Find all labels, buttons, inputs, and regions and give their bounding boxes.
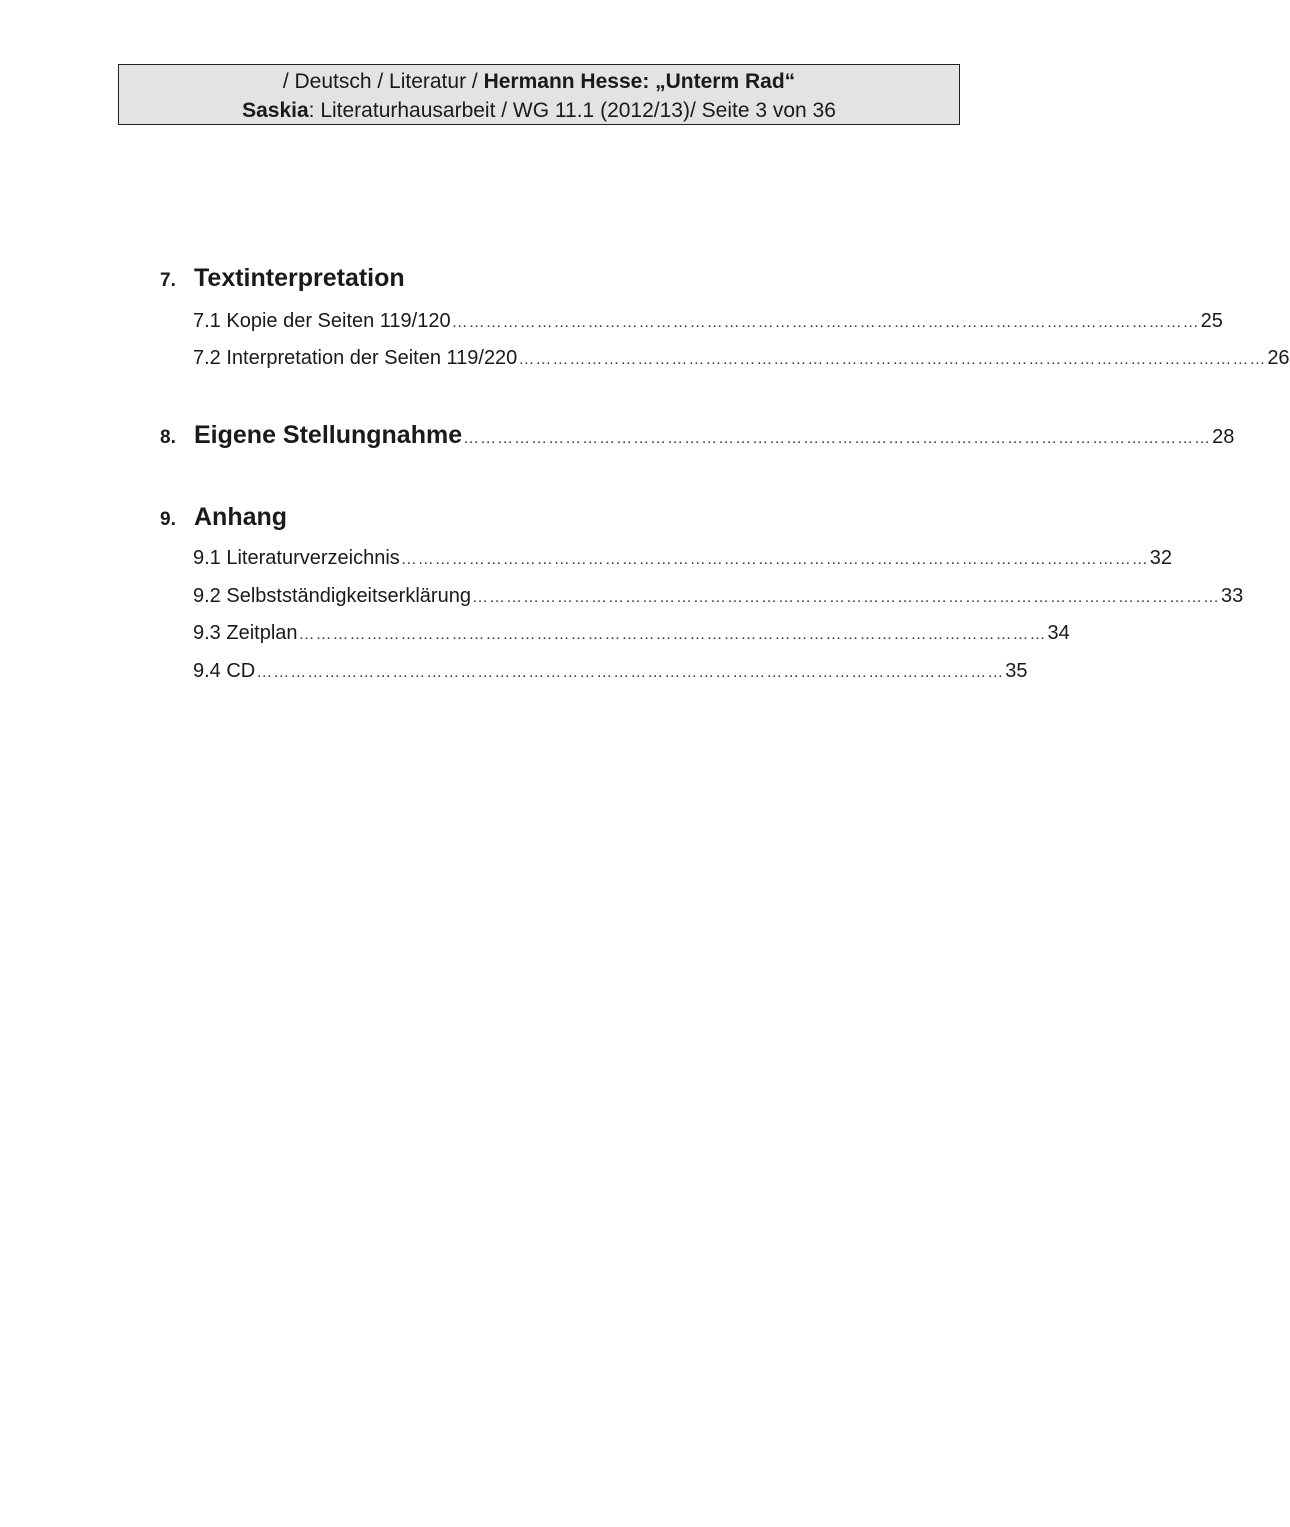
toc-entry-label: 9.2 Selbstständigkeitserklärung [193,585,471,607]
toc-entry-label: 7.1 Kopie der Seiten 119/120 [193,310,451,332]
toc-entry-page: 28 [1212,426,1235,448]
toc-entry-page: 32 [1149,547,1173,569]
toc-entry-7-1 [193,310,1223,333]
section-title: Anhang [194,503,288,531]
toc-entry-label: 9.3 Zeitplan [193,622,298,644]
toc-leader-dots: …………………………………………………………………………………………………………………… [518,351,1267,368]
header-book-title: Hermann Hesse: „Unterm Rad“ [483,70,796,93]
section-number: 9. [160,509,176,530]
header-meta: : Literaturhausarbeit / WG 11.1 (2012/13)/ Seite 3 von 36 [308,99,836,122]
toc-entry-page: 25 [1200,310,1223,332]
toc-entry-label: 7.2 Interpretation der Seiten 119/220 [193,347,518,369]
section-title: Eigene Stellungnahme [194,421,463,449]
page-header [118,64,960,125]
toc-entry-9-1 [193,547,1173,570]
section-title: Textinterpretation [194,264,405,292]
toc-entry-9-3 [193,622,1070,645]
toc-leader-dots: …………………………………………………………………………………………………………………… [471,589,1220,606]
section-number: 7. [160,270,176,291]
toc-entry-7-2 [193,347,1290,370]
toc-entry-label: 9.4 CD [193,660,256,682]
toc-entry-label: 9.1 Literaturverzeichnis [193,547,400,569]
toc-entry-9-4 [193,660,1028,683]
toc-section-9 [160,503,287,532]
toc-entry-page: 26 [1267,347,1290,369]
header-path: / Deutsch / Literatur / [282,70,484,93]
toc-leader-dots: …………………………………………………………………………………………………………………… [463,430,1212,447]
toc-entry-9-2 [193,585,1244,608]
toc-section-8 [160,421,1235,450]
toc-leader-dots: …………………………………………………………………………………………………………………… [298,626,1047,643]
section-number: 8. [160,427,176,448]
toc-section-7 [160,264,405,293]
header-author: Saskia [242,99,309,122]
toc-entry-page: 33 [1220,585,1244,607]
header-line-2 [119,96,959,125]
toc-leader-dots: …………………………………………………………………………………………………………………… [400,551,1149,568]
header-line-1 [119,67,959,96]
toc-leader-dots: …………………………………………………………………………………………………………………… [451,314,1200,331]
toc-leader-dots: …………………………………………………………………………………………………………………… [256,664,1005,681]
toc-entry-page: 34 [1047,622,1070,644]
toc-entry-page: 35 [1005,660,1028,682]
